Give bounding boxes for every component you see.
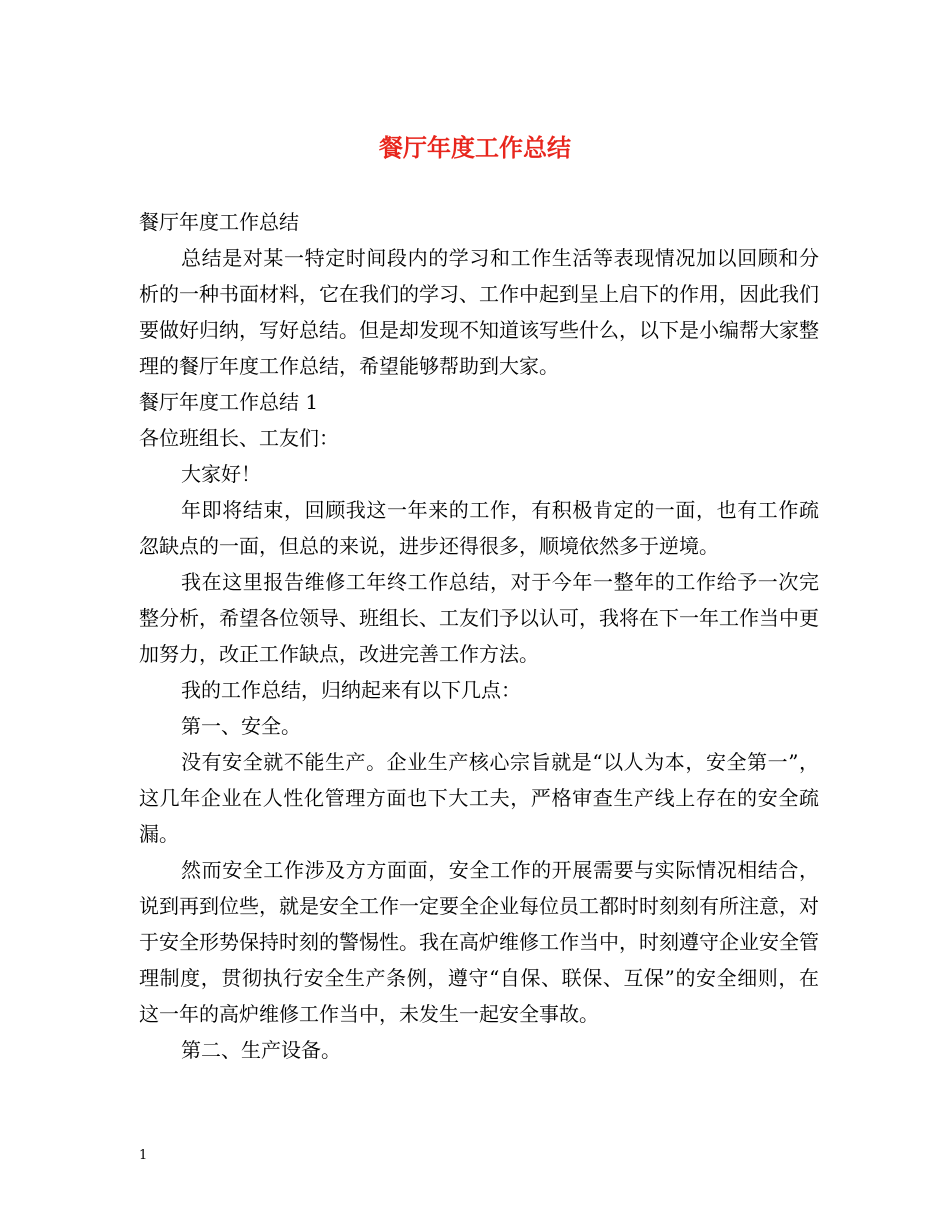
paragraph-point-one: 第一、安全。: [181, 714, 301, 738]
paragraph-safety-first: 没有安全就不能生产。企业生产核心宗旨就是“以人为本，安全第一”，这几年企业在人性化管理方面也下大工夫，严格审查生产线上存在的安全疏漏。: [139, 750, 819, 846]
paragraph-point-two: 第二、生产设备。: [181, 1038, 341, 1062]
paragraph-salutation: 各位班组长、工友们：: [139, 426, 339, 450]
page-title: 餐厅年度工作总结: [379, 133, 571, 162]
paragraph-greeting: 大家好！: [181, 462, 261, 486]
paragraph-intro: 总结是对某一特定时间段内的学习和工作生活等表现情况加以回顾和分析的一种书面材料，它在我们的学习、工作中起到呈上启下的作用，因此我们要做好归纳，写好总结。但是却发现不知道该写些什么，以下是小编帮大家整理的餐厅年度工作总结，希望能够帮助到大家。: [139, 246, 819, 378]
paragraph-report: 我在这里报告维修工年终工作总结，对于今年一整年的工作给予一次完整分析，希望各位领导、班组长、工友们予以认可，我将在下一年工作当中更加努力，改正工作缺点，改进完善工作方法。: [139, 570, 819, 666]
paragraph-review: 年即将结束，回顾我这一年来的工作，有积极肯定的一面，也有工作疏忽缺点的一面，但总的来说，进步还得很多，顺境依然多于逆境。: [139, 498, 819, 558]
page-number: 1: [139, 1148, 148, 1163]
paragraph-heading: 餐厅年度工作总结: [139, 210, 299, 234]
paragraph-safety-detail: 然而安全工作涉及方方面面，安全工作的开展需要与实际情况相结合，说到再到位些，就是安全工作一定要全企业每位员工都时时刻刻有所注意，对于安全形势保持时刻的警惕性。我在高炉维修工作当中，时刻遵守企业安全管理制度，贯彻执行安全生产条例，遵守“自保、联保、互保”的安全细则，在这一年的高炉维修工作当中，未发生一起安全事故。: [139, 858, 819, 1026]
paragraph-summary-points: 我的工作总结，归纳起来有以下几点：: [181, 678, 521, 702]
paragraph-section-title: 餐厅年度工作总结 1: [139, 390, 319, 414]
document-body: [139, 204, 819, 1068]
